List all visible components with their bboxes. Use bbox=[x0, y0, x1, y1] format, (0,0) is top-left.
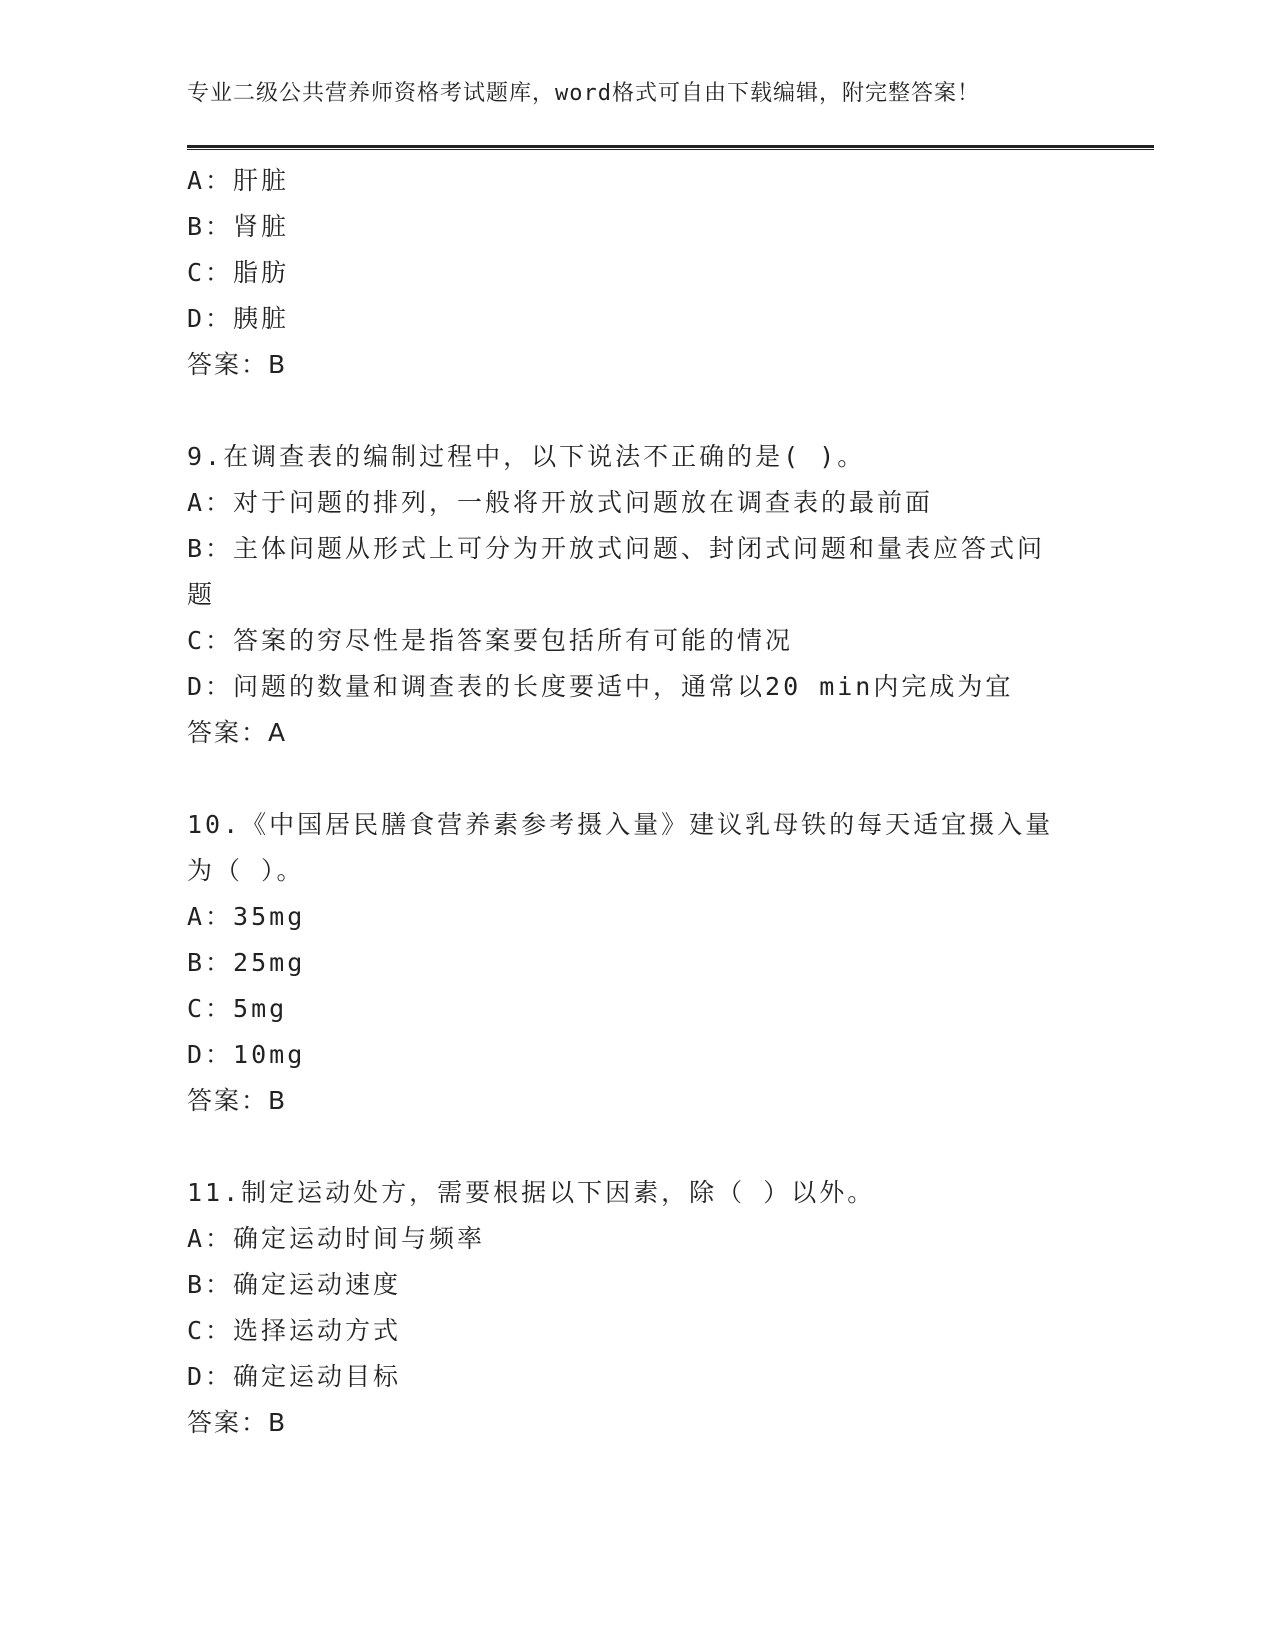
option-d: D：胰脏 bbox=[187, 304, 290, 333]
option-c: C：脂肪 bbox=[187, 258, 290, 287]
answer: 答案：A bbox=[187, 718, 288, 747]
option-b: B：25mg bbox=[187, 948, 306, 977]
spacer bbox=[187, 388, 1087, 434]
answer: 答案：B bbox=[187, 350, 288, 379]
answer: 答案：B bbox=[187, 1408, 288, 1437]
option-a: A：确定运动时间与频率 bbox=[187, 1224, 486, 1253]
option-d: D：10mg bbox=[187, 1040, 306, 1069]
option-d: D：问题的数量和调查表的长度要适中，通常以20 min内完成为宜 bbox=[187, 672, 1014, 701]
option-a: A：35mg bbox=[187, 902, 306, 931]
spacer bbox=[187, 1124, 1087, 1170]
option-c: C：选择运动方式 bbox=[187, 1316, 402, 1345]
question-text: 9.在调查表的编制过程中，以下说法不正确的是( )。 bbox=[187, 442, 866, 471]
question-text: 11.制定运动处方，需要根据以下因素，除（ ）以外。 bbox=[187, 1178, 876, 1207]
answer: 答案：B bbox=[187, 1086, 288, 1115]
option-b: B：肾脏 bbox=[187, 212, 290, 241]
page-header: 专业二级公共营养师资格考试题库，word格式可自由下载编辑，附完整答案！ bbox=[187, 81, 980, 106]
option-a: A：对于问题的排列，一般将开放式问题放在调查表的最前面 bbox=[187, 488, 934, 517]
option-b: B：确定运动速度 bbox=[187, 1270, 402, 1299]
spacer bbox=[187, 756, 1087, 802]
option-c: C：答案的穷尽性是指答案要包括所有可能的情况 bbox=[187, 626, 794, 655]
option-b: B：主体问题从形式上可分为开放式问题、封闭式问题和量表应答式问 bbox=[187, 534, 1046, 563]
question-list bbox=[187, 158, 1087, 1446]
question-text-continued: 为（ ）。 bbox=[187, 856, 305, 885]
question-text: 10.《中国居民膳食营养素参考摄入量》建议乳母铁的每天适宜摄入量 bbox=[187, 810, 1054, 839]
option-b-continued: 题 bbox=[187, 580, 216, 609]
header-divider bbox=[187, 145, 1154, 150]
option-a: A：肝脏 bbox=[187, 166, 290, 195]
option-d: D：确定运动目标 bbox=[187, 1362, 402, 1391]
option-c: C：5mg bbox=[187, 994, 288, 1023]
